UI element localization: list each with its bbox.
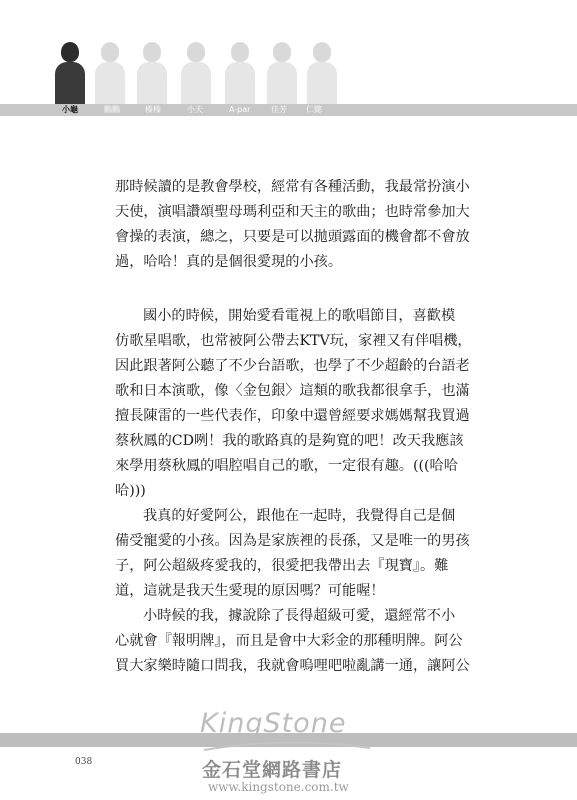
portrait-member-1 <box>52 40 88 106</box>
text-line: 我真的好愛阿公，跟他在一起時，我覺得自己是個 <box>143 508 456 524</box>
text-line: 買大家樂時隨口問我，我就會嗚哩吧啦亂講一通，讓阿公 <box>115 658 470 674</box>
member-name-bar <box>0 104 577 116</box>
page-number: 038 <box>75 757 93 767</box>
text-line: 小時候的我，據說除了長得超級可愛，還經常不小 <box>143 608 456 624</box>
text-line: 國小的時候，開始愛看電視上的歌唱節目，喜歡模 <box>143 308 456 324</box>
kingstone-watermark <box>180 700 410 800</box>
text-line: 過，哈哈！真的是個很愛現的小孩。 <box>115 254 343 270</box>
text-line: 蔡秋鳳的CD咧！我的歌路真的是夠寬的吧！改天我應該 <box>115 433 464 449</box>
paragraph-gap <box>115 275 465 304</box>
member-portraits <box>52 40 342 106</box>
watermark-url: www.kingstone.com.tw <box>208 780 349 794</box>
portrait-member-3 <box>134 40 170 106</box>
watermark-swoosh-icon <box>202 740 372 754</box>
portrait-member-7 <box>304 40 340 106</box>
text-line: 哈))) <box>115 483 146 499</box>
portrait-member-2 <box>92 40 128 106</box>
text-line: 擅長陳雷的一些代表作，印象中還曾經要求媽媽幫我買過 <box>115 408 470 424</box>
text-line: 備受寵愛的小孩。因為是家族裡的長孫，又是唯一的男孩 <box>115 533 470 549</box>
watermark-logo: KingStone <box>200 708 347 739</box>
page-body-text <box>115 175 472 679</box>
portrait-member-6 <box>264 40 300 106</box>
text-line: 道，這就是我天生愛現的原因嗎？可能喔！ <box>115 583 385 599</box>
member-label: 鵬鵬 <box>104 105 120 114</box>
member-label: 小夫 <box>187 105 203 114</box>
text-line: 會操的表演，總之，只要是可以拋頭露面的機會都不會放 <box>115 229 470 245</box>
text-line: 仿歌星唱歌，也常被阿公帶去KTV玩，家裡又有伴唱機， <box>115 333 472 349</box>
watermark-store-name: 金石堂網路書店 <box>202 759 343 781</box>
page-header <box>0 0 577 120</box>
member-label-active: 小龜 <box>62 105 78 114</box>
member-label: 佳芳 <box>271 105 287 114</box>
text-line: 子，阿公超級疼愛我的，很愛把我帶出去『現寶』。難 <box>115 558 449 574</box>
text-line: 因此跟著阿公聽了不少台語歌，也學了不少超齡的台語老 <box>115 358 470 374</box>
member-label: 榛榛 <box>145 105 161 114</box>
member-label: 仁懿 <box>306 105 322 114</box>
text-line: 來學用蔡秋鳳的唱腔唱自己的歌，一定很有趣。(((哈哈 <box>115 458 458 474</box>
text-line: 天使，演唱讚頌聖母瑪利亞和天主的歌曲；也時常參加大 <box>115 204 470 220</box>
text-line: 那時候讀的是教會學校，經常有各種活動，我最常扮演小 <box>115 179 470 195</box>
portrait-member-5 <box>222 40 258 106</box>
text-line: 歌和日本演歌，像〈金包銀〉這類的歌我都很拿手，也滿 <box>115 383 470 399</box>
member-label: A-par <box>229 105 251 114</box>
portrait-member-4 <box>178 40 214 106</box>
text-line: 心就會『報明牌』，而且是會中大彩金的那種明牌。阿公 <box>115 633 463 649</box>
